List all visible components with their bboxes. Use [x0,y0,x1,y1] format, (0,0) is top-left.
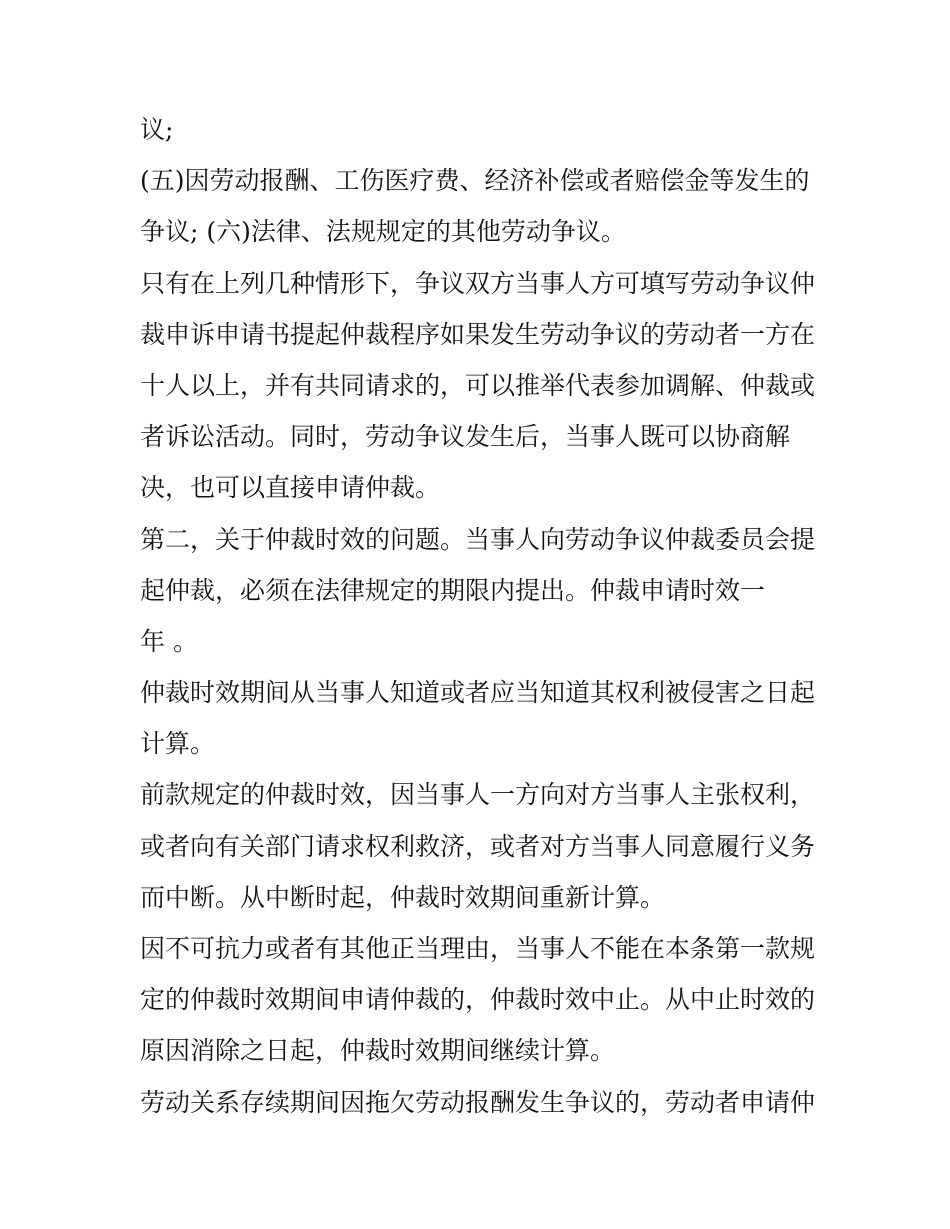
text-line-6: 十人以上，并有共同请求的，可以推举代表参加调解、仲裁或 [140,370,816,400]
text-line-10: 起仲裁，必须在法律规定的期限内提出。仲裁申请时效一 [140,575,766,605]
text-line-13: 计算。 [140,729,216,759]
text-line-9: 第二，关于仲裁时效的问题。当事人向劳动争议仲裁委员会提 [140,524,816,554]
text-line-1: 议; [140,115,174,144]
text-line-12: 仲裁时效期间从当事人知道或者应当知道其权利被侵害之日起 [140,678,816,708]
body-text [140,104,820,1128]
text-line-14: 前款规定的仲裁时效，因当事人一方向对方当事人主张权利， [140,780,816,810]
text-line-7: 者诉讼活动。同时，劳动争议发生后，当事人既可以协商解 [140,422,791,452]
text-line-16: 而中断。从中断时起，仲裁时效期间重新计算。 [140,882,666,912]
text-line-2: (五)因劳动报酬、工伤医疗费、经济补偿或者赔偿金等发生的 [140,166,810,196]
text-line-5: 裁申诉申请书提起仲裁程序如果发生劳动争议的劳动者一方在 [140,319,816,349]
text-line-4: 只有在上列几种情形下，争议双方当事人方可填写劳动争议仲 [140,268,816,298]
text-line-3: 争议; (六)法律、法规规定的其他劳动争议。 [140,217,626,247]
text-line-17: 因不可抗力或者有其他正当理由，当事人不能在本条第一款规 [140,934,816,963]
text-line-11: 年 。 [140,626,198,656]
text-line-20: 劳动关系存续期间因拖欠劳动报酬发生争议的，劳动者申请仲 [140,1087,816,1117]
text-line-15: 或者向有关部门请求权利救济，或者对方当事人同意履行义务 [140,831,816,861]
text-line-18: 定的仲裁时效期间申请仲裁的，仲裁时效中止。从中止时效的 [140,985,816,1015]
text-line-19: 原因消除之日起，仲裁时效期间继续计算。 [140,1036,616,1066]
text-line-8: 决，也可以直接申请仲裁。 [140,473,441,503]
